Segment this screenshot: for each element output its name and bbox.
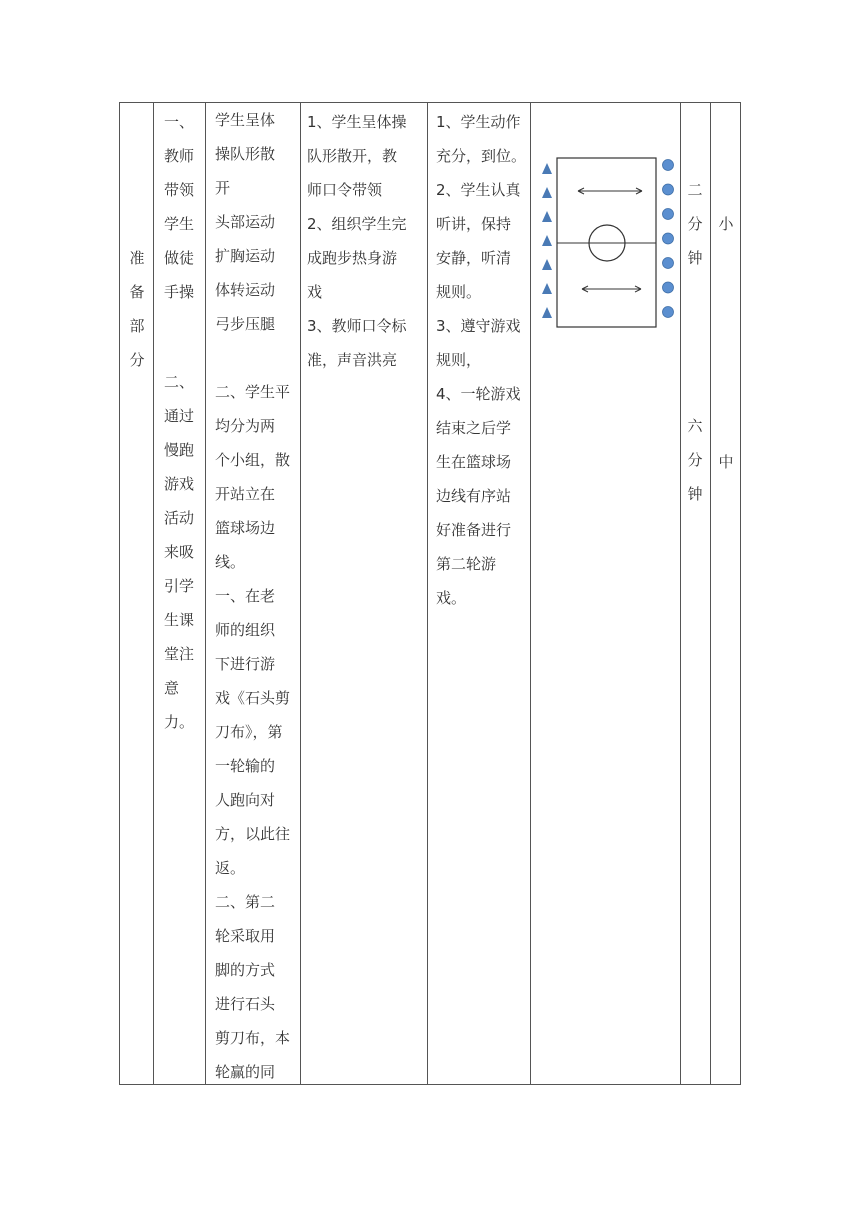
text-line: 2、组织学生完 — [307, 215, 407, 233]
text-line: 弓步压腿 — [215, 315, 276, 333]
circle-marker — [663, 209, 674, 220]
text-line: 第二轮游 — [436, 555, 497, 573]
text-line: 安静，听清 — [436, 249, 512, 267]
triangle-marker — [542, 235, 552, 246]
circle-marker — [663, 282, 674, 293]
text-line: 师口令带领 — [307, 181, 383, 199]
text-line: 戏《石头剪 — [215, 689, 291, 707]
text-line: 二、第二 — [215, 893, 276, 911]
column-divider — [680, 103, 681, 1084]
triangle-marker — [542, 163, 552, 174]
teacher-activity-text — [307, 105, 407, 377]
student-group-circles — [663, 160, 674, 318]
triangle-marker — [542, 307, 552, 318]
text-line: 3、教师口令标 — [307, 317, 407, 335]
text-line: 个小组，散 — [215, 451, 291, 469]
text-line: 开 — [215, 179, 231, 197]
column-divider — [710, 103, 711, 1084]
text-line: 1、学生动作 — [436, 113, 521, 131]
time-1: 二 分 钟 — [687, 181, 703, 267]
run-arrow-bottom — [582, 286, 641, 292]
text-line: 操队形散 — [215, 145, 276, 163]
text-line: 脚的方式 — [215, 961, 276, 979]
text-line: 成跑步热身游 — [307, 249, 398, 267]
text-line: 规则， — [436, 351, 482, 369]
text-line: 返。 — [215, 859, 246, 877]
student-group-triangles — [542, 163, 552, 318]
column-divider — [153, 103, 154, 1084]
text-line: 一、在老 — [215, 587, 276, 605]
text-line: 方，以此往 — [215, 825, 291, 843]
text-line: 头部运动 — [215, 213, 276, 231]
text-line: 3、遵守游戏 — [436, 317, 521, 335]
run-arrow-top — [578, 188, 642, 194]
intensity-1: 小 — [718, 215, 734, 233]
triangle-marker — [542, 187, 552, 198]
text-line: 规则。 — [436, 283, 482, 301]
text-line: 队形散开，教 — [307, 147, 398, 165]
student-activity-text — [436, 105, 526, 615]
text-line: 开站立在 — [215, 485, 276, 503]
column-divider — [205, 103, 206, 1084]
circle-marker — [663, 184, 674, 195]
intensity-2: 中 — [718, 453, 734, 471]
text-line: 结束之后学 — [436, 419, 512, 437]
text-line: 1、学生呈体操 — [307, 113, 407, 131]
triangle-marker — [542, 211, 552, 222]
court-formation-diagram — [530, 155, 680, 335]
text-line: 二、学生平 — [215, 383, 291, 401]
text-line: 刀布》，第 — [215, 723, 283, 741]
text-line: 下进行游 — [215, 655, 276, 673]
time-2: 六 分 钟 — [687, 417, 703, 503]
circle-marker — [663, 233, 674, 244]
circle-marker — [663, 258, 674, 269]
text-line: 戏。 — [436, 589, 467, 607]
column-divider — [300, 103, 301, 1084]
text-line: 轮赢的同 — [215, 1063, 276, 1081]
triangle-marker — [542, 283, 552, 294]
text-line: 生在篮球场 — [436, 453, 512, 471]
text-line: 人跑向对 — [215, 791, 276, 809]
lesson-table — [119, 102, 741, 1085]
text-line — [215, 341, 290, 375]
goal-part-2: 二、 通过 慢跑 游戏 活动 来吸 引学 生课 堂注 意 力。 — [164, 373, 195, 731]
text-line: 线。 — [215, 553, 246, 571]
circle-marker — [663, 307, 674, 318]
text-line: 一轮输的 — [215, 757, 276, 775]
text-line: 均分为两 — [215, 417, 276, 435]
text-line: 好准备进行 — [436, 521, 512, 539]
text-line: 轮采取用 — [215, 927, 276, 945]
circle-marker — [663, 160, 674, 171]
column-divider — [427, 103, 428, 1084]
section-label: 准 备 部 分 — [129, 249, 145, 369]
text-line: 篮球场边 — [215, 519, 276, 537]
text-line: 边线有序站 — [436, 487, 512, 505]
text-line: 听讲，保持 — [436, 215, 512, 233]
text-line: 学生呈体 — [215, 111, 276, 129]
text-line: 充分，到位。 — [436, 147, 527, 165]
content-text — [215, 103, 290, 1089]
text-line: 剪刀布，本 — [215, 1029, 291, 1047]
text-line: 体转运动 — [215, 281, 276, 299]
text-line: 戏 — [307, 283, 323, 301]
text-line: 2、学生认真 — [436, 181, 521, 199]
goal-part-1: 一、 教师 带领 学生 做徒 手操 — [164, 113, 195, 301]
triangle-marker — [542, 259, 552, 270]
text-line: 进行石头 — [215, 995, 276, 1013]
text-line: 师的组织 — [215, 621, 276, 639]
text-line: 准，声音洪亮 — [307, 351, 398, 369]
text-line: 扩胸运动 — [215, 247, 276, 265]
text-line: 4、一轮游戏 — [436, 385, 521, 403]
